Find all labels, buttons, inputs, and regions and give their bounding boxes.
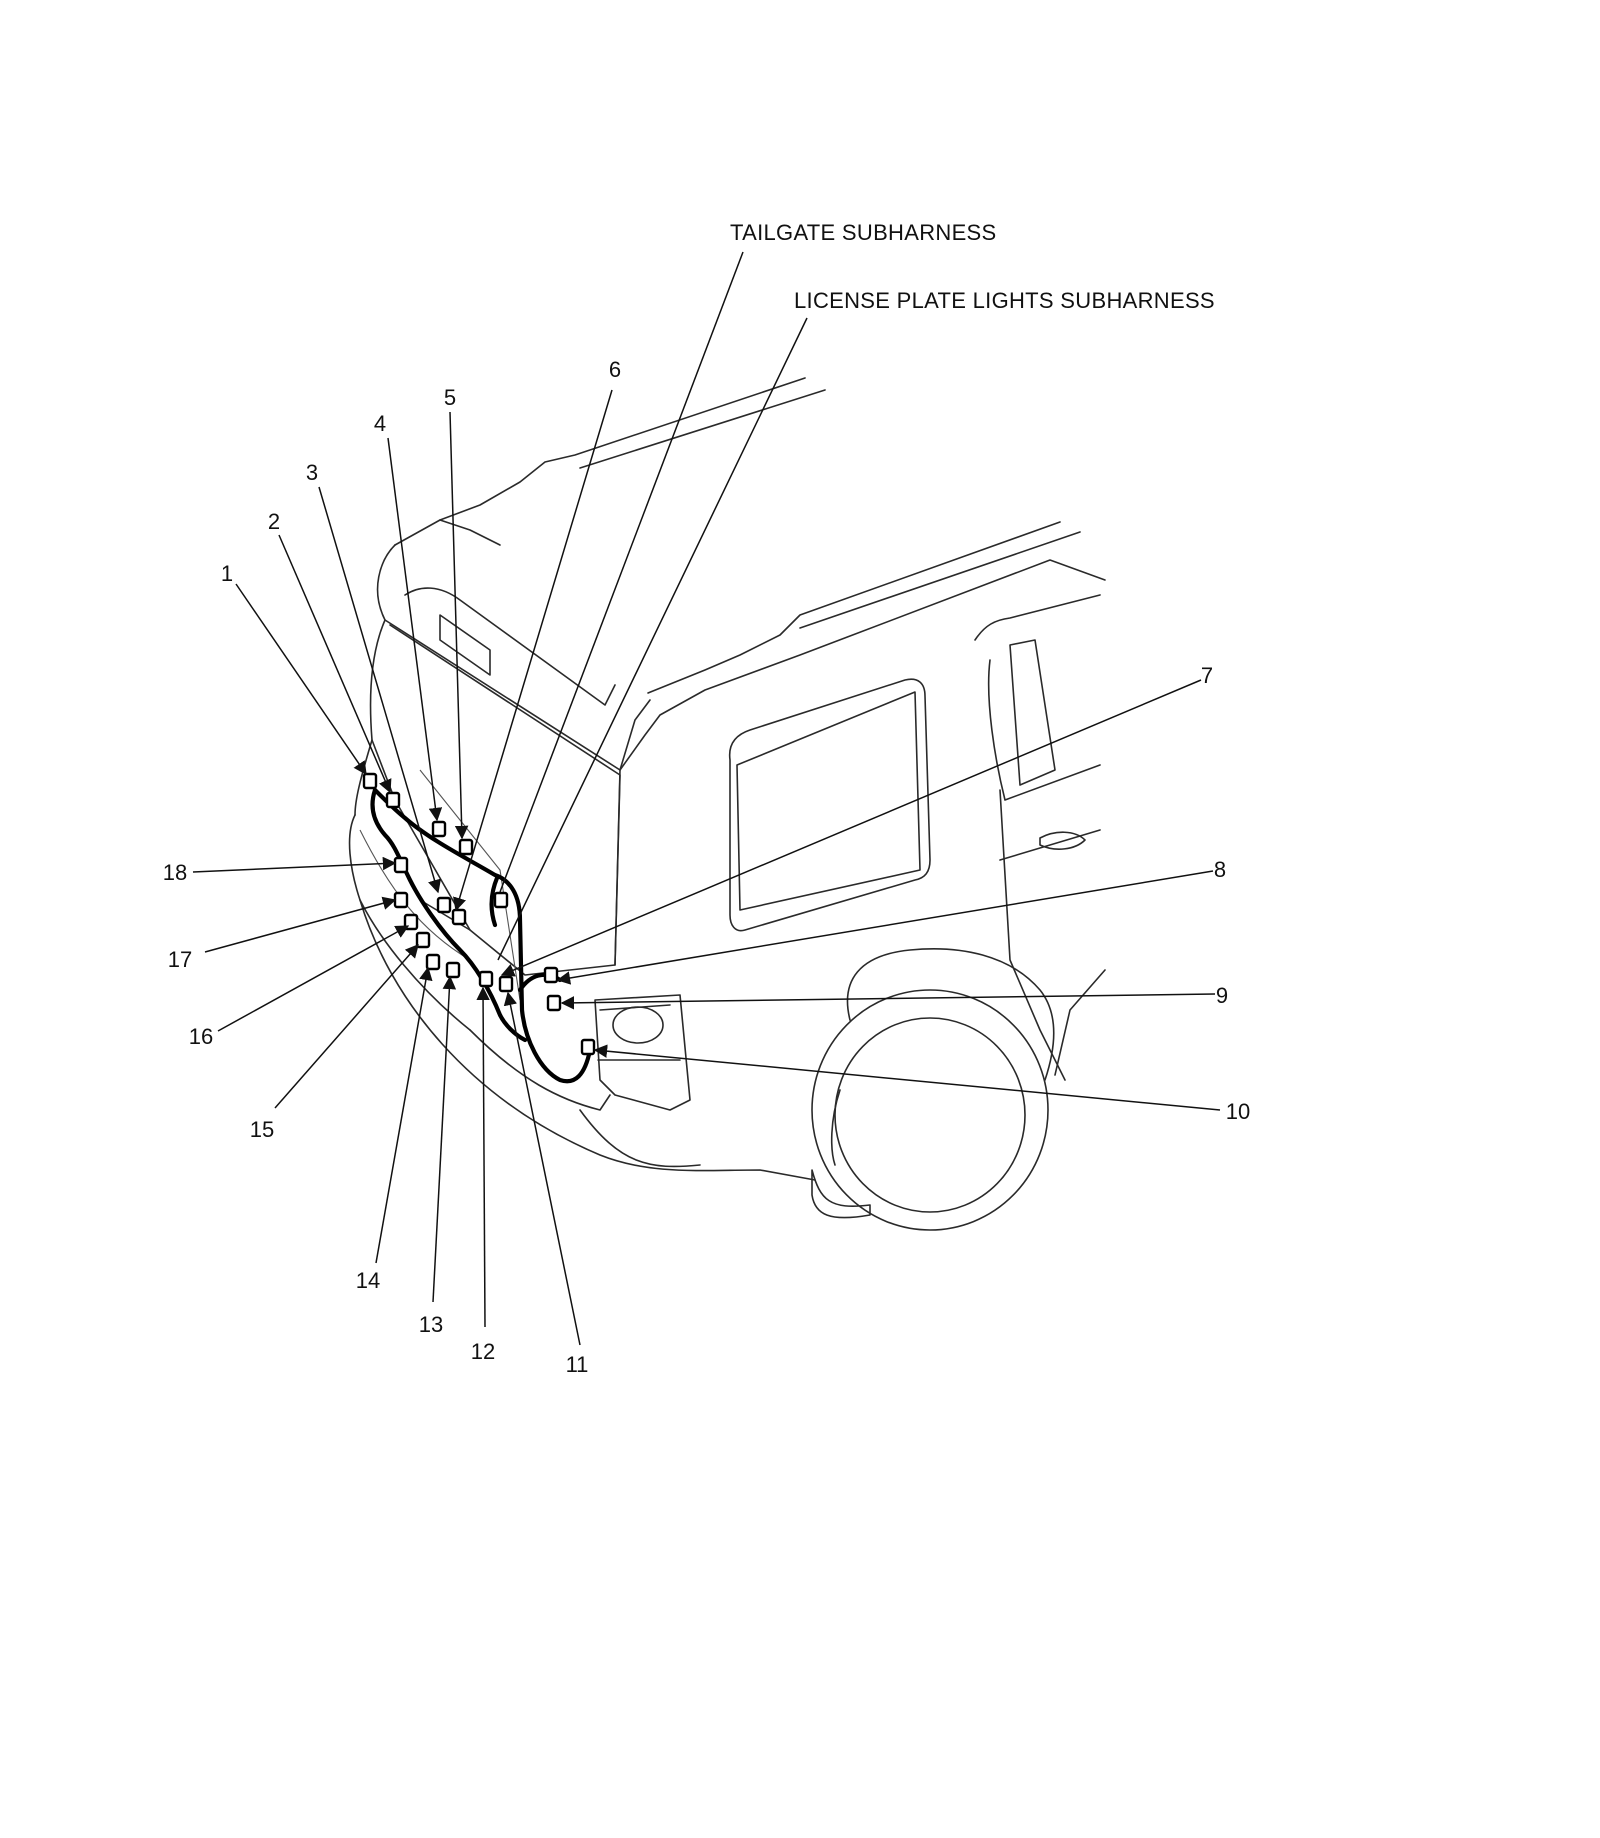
callout-3: 3	[305, 460, 319, 485]
harness-wiring	[372, 790, 590, 1081]
leader-8	[558, 871, 1213, 980]
vehicle-outline	[350, 378, 1105, 1230]
callout-8: 8	[1213, 857, 1227, 882]
label-tailgate-subharness: TAILGATE SUBHARNESS	[730, 220, 997, 245]
leader-16	[218, 926, 408, 1031]
leader-17	[205, 900, 395, 952]
leader-6	[456, 390, 612, 910]
callout-9: 9	[1215, 983, 1229, 1008]
callout-11: 11	[565, 1352, 589, 1377]
callout-12: 12	[470, 1339, 496, 1364]
leader-tailgate-subharness	[500, 252, 743, 892]
leader-11	[508, 993, 580, 1345]
leader-1	[236, 584, 366, 774]
leader-18	[193, 863, 395, 872]
callout-7: 7	[1200, 663, 1214, 688]
callout-16: 16	[188, 1024, 214, 1049]
leader-15	[275, 945, 418, 1108]
leader-9	[562, 994, 1215, 1003]
callout-15: 15	[249, 1117, 275, 1142]
leader-5	[450, 412, 462, 838]
callout-10: 10	[1225, 1099, 1251, 1124]
callout-17: 17	[167, 947, 193, 972]
leader-lines	[193, 252, 1220, 1345]
callout-1: 1	[220, 561, 234, 586]
callout-4: 4	[373, 411, 387, 436]
leader-license-plate-subharness	[498, 318, 807, 960]
callout-18: 18	[162, 860, 188, 885]
connectors	[364, 774, 594, 1054]
leader-12	[483, 988, 485, 1327]
callout-5: 5	[443, 385, 457, 410]
callout-6: 6	[608, 357, 622, 382]
label-license-plate-lights-subharness: LICENSE PLATE LIGHTS SUBHARNESS	[794, 288, 1215, 313]
callout-14: 14	[355, 1268, 381, 1293]
callout-13: 13	[418, 1312, 444, 1337]
callout-2: 2	[267, 509, 281, 534]
leader-13	[433, 977, 450, 1302]
leader-14	[376, 968, 428, 1263]
